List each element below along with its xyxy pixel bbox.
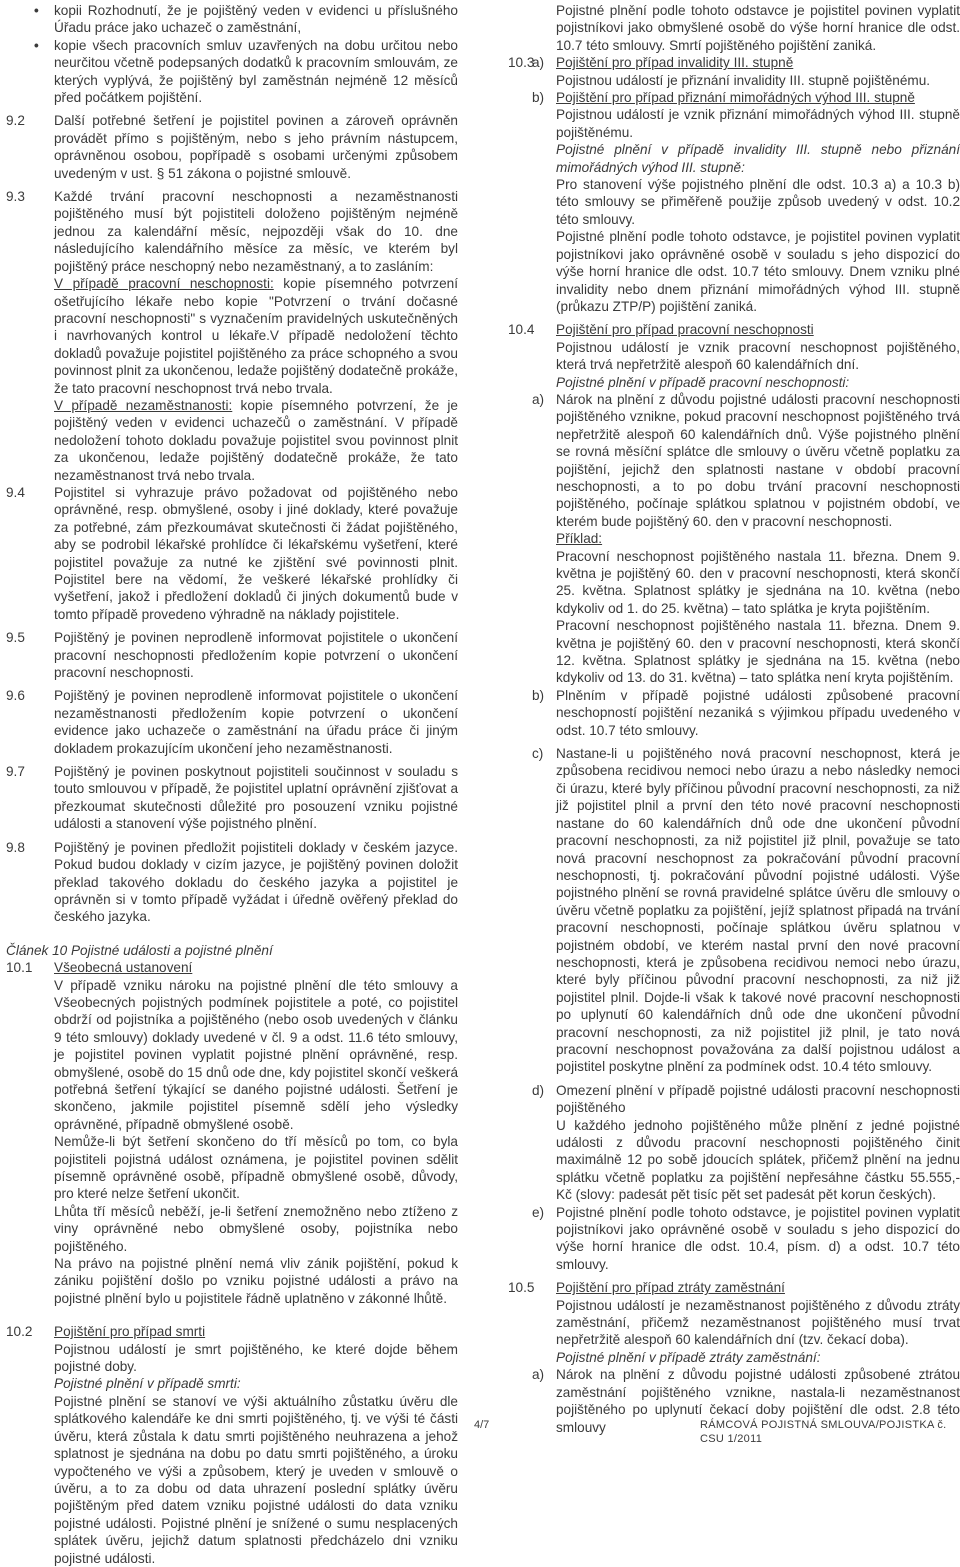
subsection-text: Pojistnou událostí je vznik přiznání mimořádných výhod III. stupně pojištěnému. <box>556 107 960 140</box>
section-9-8 <box>6 839 458 926</box>
subsection-label: c) <box>532 746 544 762</box>
section-number: 10.3 <box>508 55 535 71</box>
paragraph-heading: Pojistné plnění v případě smrti: <box>54 1376 241 1392</box>
paragraph-text: kopie písemného potvrzení ošetřujícího lékaře nebo kopie "Potvrzení o trvání dočasné pracovní neschopnosti" s vyznačením pravidelných uskutečněných i navrhovaných kontrol u lékaře.V případě nedoložení těchto dokladů považuje pojistitel pojištěného za práce schopného a svou povinnost plnit za ukončenou, ledaže pojištěný dodatečně prokáže, že tato pracovní neschopnost trvá nebo trvala. <box>54 276 458 396</box>
paragraph-heading: V případě nezaměstnanosti: <box>54 397 233 413</box>
list-item <box>6 2 458 37</box>
section-title: Všeobecná ustanovení <box>54 960 193 976</box>
paragraph: V případě vzniku nároku na pojistné plnění dle této smlouvy a Všeobecných pojistných podmínek pojistitele a poté, co pojistitel obdrží od pojistníka a pojištěného (nebo osob uvedených v článku 9 této smlouvy) doklady uvedené v čl. 9 a odst. 11.6 této smlouvy, je pojistitel povinen vyplatit pojistné plnění oprávněné, resp. obmyšlené, osobě do 15 dnů ode dne, kdy pojistitel skončí veškerá potřebná šetření týkající se daného pojistné události. Šetření je skončeno, jakmile pojistitel písemně sdělí jeho výsledky oprávněné, případně obmyšlené osobě. <box>54 977 458 1132</box>
section-number: 9.8 <box>6 839 25 855</box>
subsection-d <box>508 1082 960 1204</box>
bullet-text: kopii Rozhodnutí, že je pojištěný veden v evidenci u příslušného Úřadu práce jako uchazeč o zaměstnání, <box>54 3 458 36</box>
section-text: Pojištěný je povinen neprodleně informovat pojistitele o ukončení pracovní neschopnosti předložením kopie potvrzení o ukončení pracovní neschopnosti. <box>54 630 458 681</box>
section-number: 9.2 <box>6 113 25 129</box>
section-title: Pojištění pro případ pracovní neschopnosti <box>556 322 814 338</box>
subsection-label: d) <box>532 1082 545 1098</box>
paragraph-heading: V případě pracovní neschopnosti: <box>54 276 274 292</box>
section-title: Pojištění pro případ ztráty zaměstnání <box>556 1280 785 1296</box>
subsection-text: Plněním v případě pojistné události způsobené pracovní neschopností pojištění nezaniká s výjimkou případu uvedeného v odst. 10.7 této smlouvy. <box>556 687 960 738</box>
subsection-label: a) <box>532 391 545 407</box>
section-number: 9.3 <box>6 189 25 205</box>
subsection-label: a) <box>532 1367 545 1383</box>
paragraph-heading: Pojistné plnění v případě ztráty zaměstnání: <box>556 1349 821 1365</box>
subsection-c <box>508 745 960 1076</box>
subsection-a <box>508 391 960 687</box>
example-heading: Příklad: <box>556 531 603 547</box>
subsection-text: U každého jednoho pojištěného může plnění z jedné pojistné události z důvodu pracovní neschopnosti pojištěného činit maximálně 12 po sobě jdoucích splátek, přičemž plnění na jednu splátku včetně poplatku za pojištění nepřesáhne částku 55.555,- Kč (slovy: padesát pět tisíc pět set padesát pět korun českých). <box>556 1117 960 1203</box>
section-text: Další potřebné šetření je pojistitel povinen a zároveň oprávněn provádět přímo s pojištěným, nebo s jeho právním nástupcem, oprávněnou osobou, popřípadě s osobami určenými způsobem uvedeným v ust. § 51 zákona o pojistné smlouvě. <box>54 113 458 181</box>
section-text: Pojistnou událostí je vznik pracovní neschopnost pojištěného, která trvá nepřetržitě alespoň 60 kalendářních dní. <box>556 339 960 373</box>
paragraph: Lhůta tří měsíců neběží, je-li šetření znemožněno nebo ztíženo z viny oprávněné nebo obmyšlené osoby, pojistníka nebo pojištěného. <box>54 1203 458 1254</box>
section-number: 9.6 <box>6 688 25 704</box>
section-9-2 <box>6 112 458 182</box>
bullet-text: kopie všech pracovních smluv uzavřených na dobu určitou nebo neurčitou včetně podepsaných dodatků k pracovním smlouvám, ze kterých vyplývá, že pojištěný byl zaměstnán nejméně 12 měsíců před počátkem pojištění. <box>54 37 458 106</box>
subsection-text: Pojistnou událostí je přiznání invalidity III. stupně pojištěnému. <box>556 72 931 88</box>
section-9-7 <box>6 763 458 833</box>
section-text: Pojistnou událostí je smrt pojištěného, ke které dojde během pojistné doby. <box>54 1341 458 1375</box>
subsection-text: Nárok na plnění z důvodu pojistné události způsobené ztrátou zaměstnání pojištěného vznikne, nastala-li nezaměstnanost pojištěného po uplynutí čekací doby pojištění dle odst. 2.8 této smlouvy <box>556 1367 960 1435</box>
section-text: Pojištěný je povinen neprodleně informovat pojistitele o ukončení nezaměstnanosti předložením kopie potvrzení o ukončení evidence jako uchazeče o zaměstnání na úřadu práce či jiným dokladem prokazujícím ukončení jeho nezaměstnanosti. <box>54 688 458 756</box>
paragraph-heading: Pojistné plnění v případě pracovní neschopnosti: <box>556 374 850 390</box>
left-column <box>6 2 458 1567</box>
right-column <box>508 2 960 1436</box>
subsection-text: Nárok na plnění z důvodu pojistné události pracovní neschopnosti pojištěného vznikne, pokud pracovní neschopnost pojištěného trvá nepřetržitě alespoň 60 kalendářních dnů. Výše pojistného plnění se rovná měsíční splátce dle smlouvy o úvěru včetně poplatku za pojištění, jejichž den splatnosti nastane v období pracovní neschopnosti, a to po dobu trvání pracovní neschopnosti pojištěného, počínaje splátkou splatnou v pojistném období, ve kterém bude pojištěný 60. den v pracovní neschopnosti. <box>556 391 960 529</box>
article-title: Článek 10 Pojistné události a pojistné plnění <box>6 942 273 958</box>
subsection-text: Pojistné plnění podle tohoto odstavce, je pojistitel povinen vyplatit pojistníkovi jako oprávněné osobě v souladu s jeho dispozicí do výše horní hranice dle odst. 10.4, písm. d) a odst. 10.7 této smlouvy. <box>556 1204 960 1272</box>
section-number: 10.4 <box>508 322 535 338</box>
bullet-list <box>6 2 458 106</box>
section-9-4 <box>6 484 458 623</box>
paragraph: Pojistné plnění se stanoví ve výši aktuálního zůstatku úvěru dle splátkového kalendáře ke dni smrti pojištěného, tj. ve výši té části úvěru, která zůstala k datu smrti pojištěného neuhrazena a jehož splatnost je sjednána na dobu po datu smrti pojištěného, a úroku vypočteného ve výši a způsobem, který je uveden v smlouvě o úvěru, a to za dobu od data uhrazení poslední splátky úvěru pojištěným před datem vzniku pojistné události do data vzniku pojistné události. Pojistné plnění je snížené o sumu nesplacených splátek úvěru, jejichž datum splatnosti předcházelo dni vzniku pojistné události. <box>54 1393 458 1566</box>
section-number: 10.5 <box>508 1280 535 1296</box>
section-text: Pojistnou událostí je nezaměstnanost pojištěného z důvodu ztráty zaměstnání, přičemž nezaměstnanost pojištěného musí trvat nepřetržitě alespoň 60 kalendářních dní (tzv. čekací doba). <box>556 1297 960 1348</box>
paragraph-text: kopie písemného potvrzení, že je pojištěný veden v evidenci uchazečů o zaměstnání. V případě nedoložení tohoto dokladu považuje pojistitel svou povinnost plnit za ukončenou, ledaže pojištěný dodatečně prokáže, že tato nezaměstnanost trvá nebo trvala. <box>54 397 458 483</box>
subsection-a <box>508 54 960 89</box>
subsection-text: Omezení plnění v případě pojistné události pracovní neschopnosti pojištěného <box>556 1082 960 1116</box>
section-10-4 <box>508 321 960 1273</box>
section-10-3 <box>508 54 960 315</box>
paragraph: Na právo na pojistné plnění nemá vliv zánik pojištění, pokud k zániku pojištění došlo po vzniku pojistné události a právo na pojistné plnění bylo u pojistitele řádně uplatněno v zákonné lhůtě. <box>54 1256 458 1306</box>
section-10-1 <box>6 959 458 1307</box>
paragraph <box>54 275 458 397</box>
section-9-5 <box>6 629 458 681</box>
section-text: Pojištěný je povinen předložit pojistiteli doklady v českém jazyce. Pokud budou doklady v cizím jazyce, je pojištěný povinen doložit překlad takového dokladu do českého jazyka a pojistitel je oprávněn si v tomto případě vyžádat i úředně ověřený překlad do českého jazyka. <box>54 839 458 925</box>
subsection-e <box>508 1204 960 1274</box>
paragraph <box>54 397 458 484</box>
list-item <box>6 37 458 107</box>
section-number: 9.4 <box>6 484 25 500</box>
page-number: 4/7 <box>474 1419 490 1431</box>
subsection-label: b) <box>532 90 545 106</box>
bullet-icon: • <box>34 37 39 53</box>
section-number: 9.5 <box>6 630 25 646</box>
paragraph: Nemůže-li být šetření skončeno do tří měsíců po tom, co byla pojistiteli pojistná událost oznámena, je pojistitel povinen sdělit písemně oprávněné osobě, případně obmyšlené osobě, důvody, pro které nelze šetření ukončit. <box>54 1134 458 1202</box>
section-number: 10.1 <box>6 960 33 976</box>
paragraph: Pro stanovení výše pojistného plnění dle odst. 10.3 a) a 10.3 b) této smlouvy se přiměřeně použije způsob uvedený v odst. 10.2 této smlouvy. <box>556 177 960 227</box>
section-text: Pojištěný je povinen poskytnout pojistiteli součinnost v souladu s touto smlouvou v případě, že pojistitel uplatní oprávnění zjišťovat a přezkoumat skutečnosti důležité pro posouzení vzniku pojistné události a stanovení výše pojistného plnění. <box>54 764 458 832</box>
section-9-6 <box>6 687 458 757</box>
example-text: Pracovní neschopnost pojištěného nastala 11. března. Dnem 9. května je pojištěný 60. den v pracovní neschopnosti, která skončí 25. května. Splatnost splátky je sjednána na 10. května (nebo kdykoliv od 1. do 25. května) – tato splátka je kryta pojištěním. <box>556 548 960 616</box>
section-10-2 <box>6 1323 458 1567</box>
subsection-b <box>508 687 960 739</box>
subsection-title: Pojištění pro případ invalidity III. stupně <box>556 55 794 71</box>
paragraph: Pojistné plnění podle tohoto odstavce je pojistitel povinen vyplatit pojistníkovi jako obmyšlené osobě do výše horní hranice dle odst. 10.7 této smlouvy. Smrtí pojištěného pojištění zaniká. <box>556 3 960 53</box>
paragraph-heading: Pojistné plnění v případě invalidity III. stupně nebo přiznání mimořádných výhod III. stupně: <box>556 142 960 175</box>
section-title: Pojištění pro případ smrti <box>54 1324 206 1340</box>
section-number: 10.2 <box>6 1324 33 1340</box>
subsection-label: e) <box>532 1204 545 1220</box>
bullet-icon: • <box>34 3 39 18</box>
subsection-text: Nastane-li u pojištěného nová pracovní neschopnost, která je způsobena recidivou nemoci nebo úrazu a nebo následky nemoci či úrazu, které byly příčinou původní pracovní neschopnosti, za niž již pojistitel plnil a první den této nové pracovní neschopnosti nastane do 60 kalendářních dnů ode dne ukončení původní pracovní neschopnosti, za niž pojistitel již plnil, považuje se tato nová pracovní neschopnost za pokračování původní pracovní neschopnosti, tj. pokračování původní pojistné události. Výše pojistného plnění se rovná pravidelné splátce úvěru dle smlouvy o úvěru včetně poplatku za pojištění, jejíž splatnost připadá na trvání pracovní neschopnosti, počínaje splátkou úvěru splatnou v pojistném období, ve kterém nastal první den nové pracovní neschopnosti, která je způsobena recidivou nemoci nebo úrazu, které byly příčinou původní pracovní neschopnosti, za niž již pojistitel plnil. Dojde-li však k takové nové pracovní neschopnosti po uplynutí 60 kalendářních dnů ode dne ukončení původní pracovní neschopnosti, za niž pojistitel již plnil, je tato nová pracovní neschopnost považována za další pojistnou událost a pojistitel poskytne plnění za podmínek odst. 10.4 této smlouvy. <box>556 746 960 1075</box>
section-text: Pojistitel si vyhrazuje právo požadovat od pojištěného nebo oprávněné, resp. obmyšlené, osoby i jiné doklady, které považuje za potřebné, zám přezkoumávat skutečnosti či žádat pojištěného, aby se podrobil lékařské prohlídce či lékařskému vyšetření, které pojistitel považuje za nutné ke zjištění své povinnosti plnit. Pojistitel bere na vědomí, že veškeré lékařské prohlídky či vyšetření, jakož i předložení dokladů či jiných dokumentů bude v tomto případě provedeno výhradně na náklady pojistitele. <box>54 484 458 622</box>
subsection-b <box>508 89 960 141</box>
subsection-label: a) <box>532 55 545 71</box>
example-text: Pracovní neschopnost pojištěného nastala 11. března. Dnem 9. května je pojištěný 60. den v pracovní neschopnosti, která skončí 12. května. Splatnost splátky je sjednána na 15. května (nebo kdykoliv od 13. do 31. května) – tato splátka není kryta pojištěním. <box>556 618 960 686</box>
subsection-label: b) <box>532 687 545 703</box>
section-number: 9.7 <box>6 764 25 780</box>
subsection-title: Pojištění pro případ přiznání mimořádných výhod III. stupně <box>556 90 915 106</box>
document-title: RÁMCOVÁ POJISTNÁ SMLOUVA/POJISTKA č. CSU 1/2011 <box>700 1419 947 1445</box>
paragraph: Pojistné plnění podle tohoto odstavce, je pojistitel povinen vyplatit pojistníkovi jako oprávněné osobě v souladu s jeho dispozicí do výše horní hranice dle odst. 10.7 této smlouvy. Dnem vzniku plné invalidity nebo dnem přiznání mimořádných výhod III. stupně (průkazu ZTP/P) pojištění zaniká. <box>556 229 960 314</box>
section-9-3 <box>6 188 458 484</box>
section-text: Každé trvání pracovní neschopnosti a nezaměstnanosti pojištěného musí být pojistiteli doloženo pojištěným nejméně jednou za kalendářní měsíc, nejpozději však do 10. dne následujícího kalendářního měsíce za měsíc, ve kterém byl pojištěný práce neschopný nebo nezaměstnaný, a to zasláním: <box>54 189 458 274</box>
section-10-5 <box>508 1279 960 1436</box>
